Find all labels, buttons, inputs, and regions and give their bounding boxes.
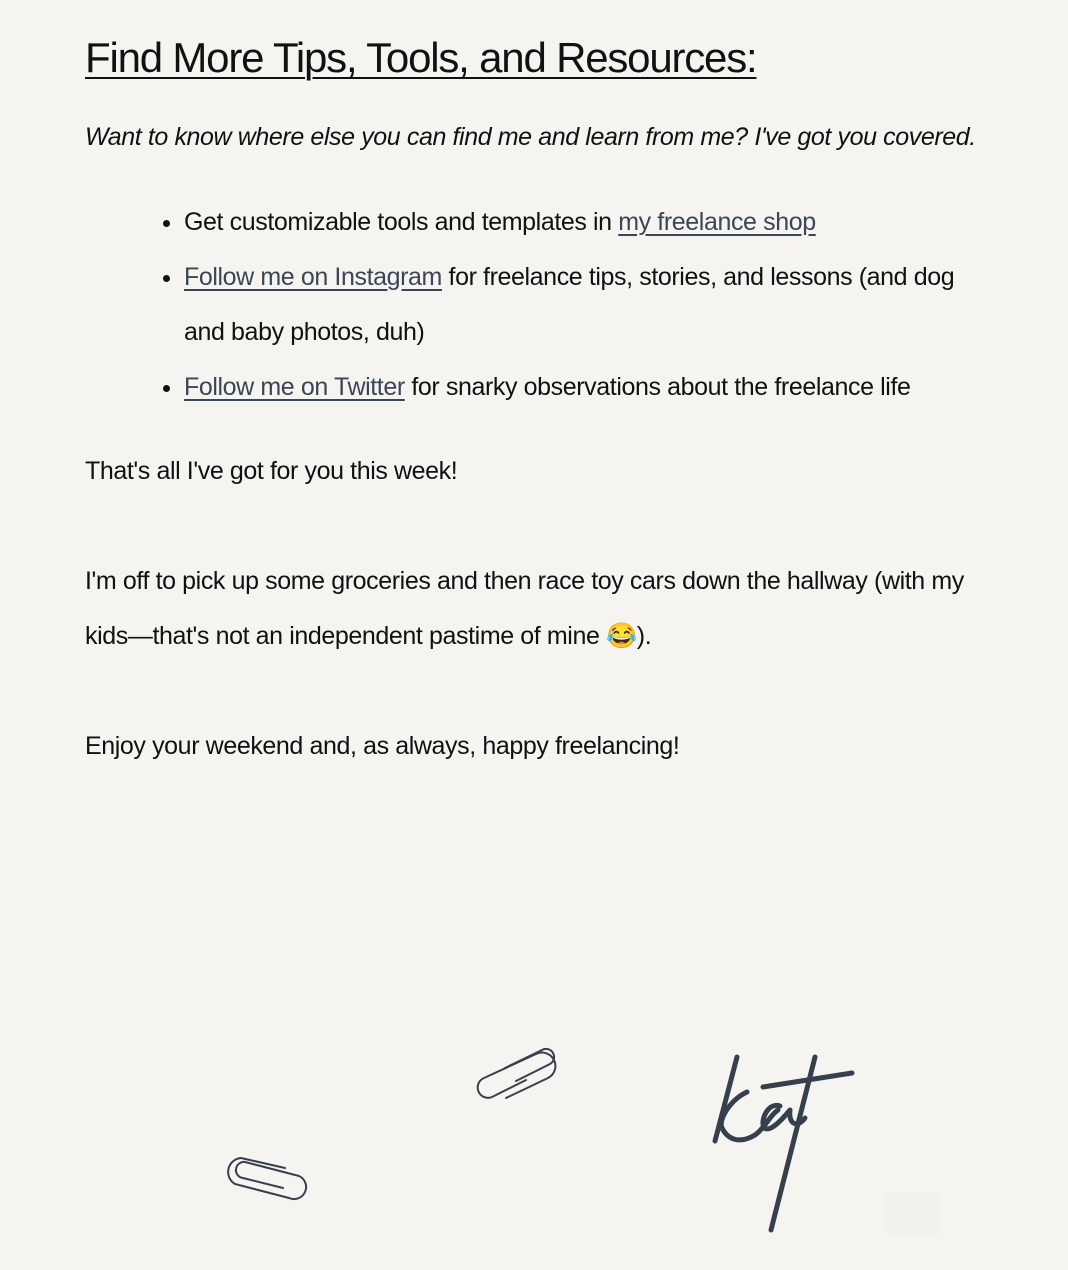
intro-text: Want to know where else you can find me and learn from me? I've got you covered.: [85, 123, 976, 151]
closing-paragraph: That's all I've got for you this week!: [85, 457, 458, 485]
paperclip-icon: [215, 1152, 315, 1217]
errand-text-end: ).: [636, 622, 652, 650]
list-item: [184, 360, 995, 415]
article-section: [85, 28, 995, 774]
list-text: Get customizable tools and templates in: [184, 208, 619, 236]
twitter-link[interactable]: Follow me on Twitter: [184, 373, 405, 401]
kat-signature: [700, 1040, 870, 1250]
instagram-link[interactable]: Follow me on Instagram: [184, 263, 442, 291]
laughing-emoji-icon: 😂: [606, 622, 637, 650]
scroll-to-top-button[interactable]: [885, 1192, 940, 1234]
signoff-paragraph: Enjoy your weekend and, as always, happy freelancing!: [85, 732, 680, 760]
freelance-shop-link[interactable]: my freelance shop: [618, 208, 816, 236]
errand-paragraph: [85, 554, 995, 664]
list-text: for snarky observations about the freelance life: [404, 373, 911, 401]
section-heading: Find More Tips, Tools, and Resources:: [85, 34, 757, 81]
list-item: [184, 250, 995, 360]
list-item: [184, 195, 995, 250]
list-text: for freelance tips, stories, and lessons (and dog and baby photos, duh): [184, 263, 955, 346]
paperclip-icon: [470, 1040, 565, 1110]
resource-list: [85, 195, 995, 415]
errand-text: I'm off to pick up some groceries and then race toy cars down the hallway (with my kids—that's not an independent pastime of mine: [85, 567, 964, 650]
